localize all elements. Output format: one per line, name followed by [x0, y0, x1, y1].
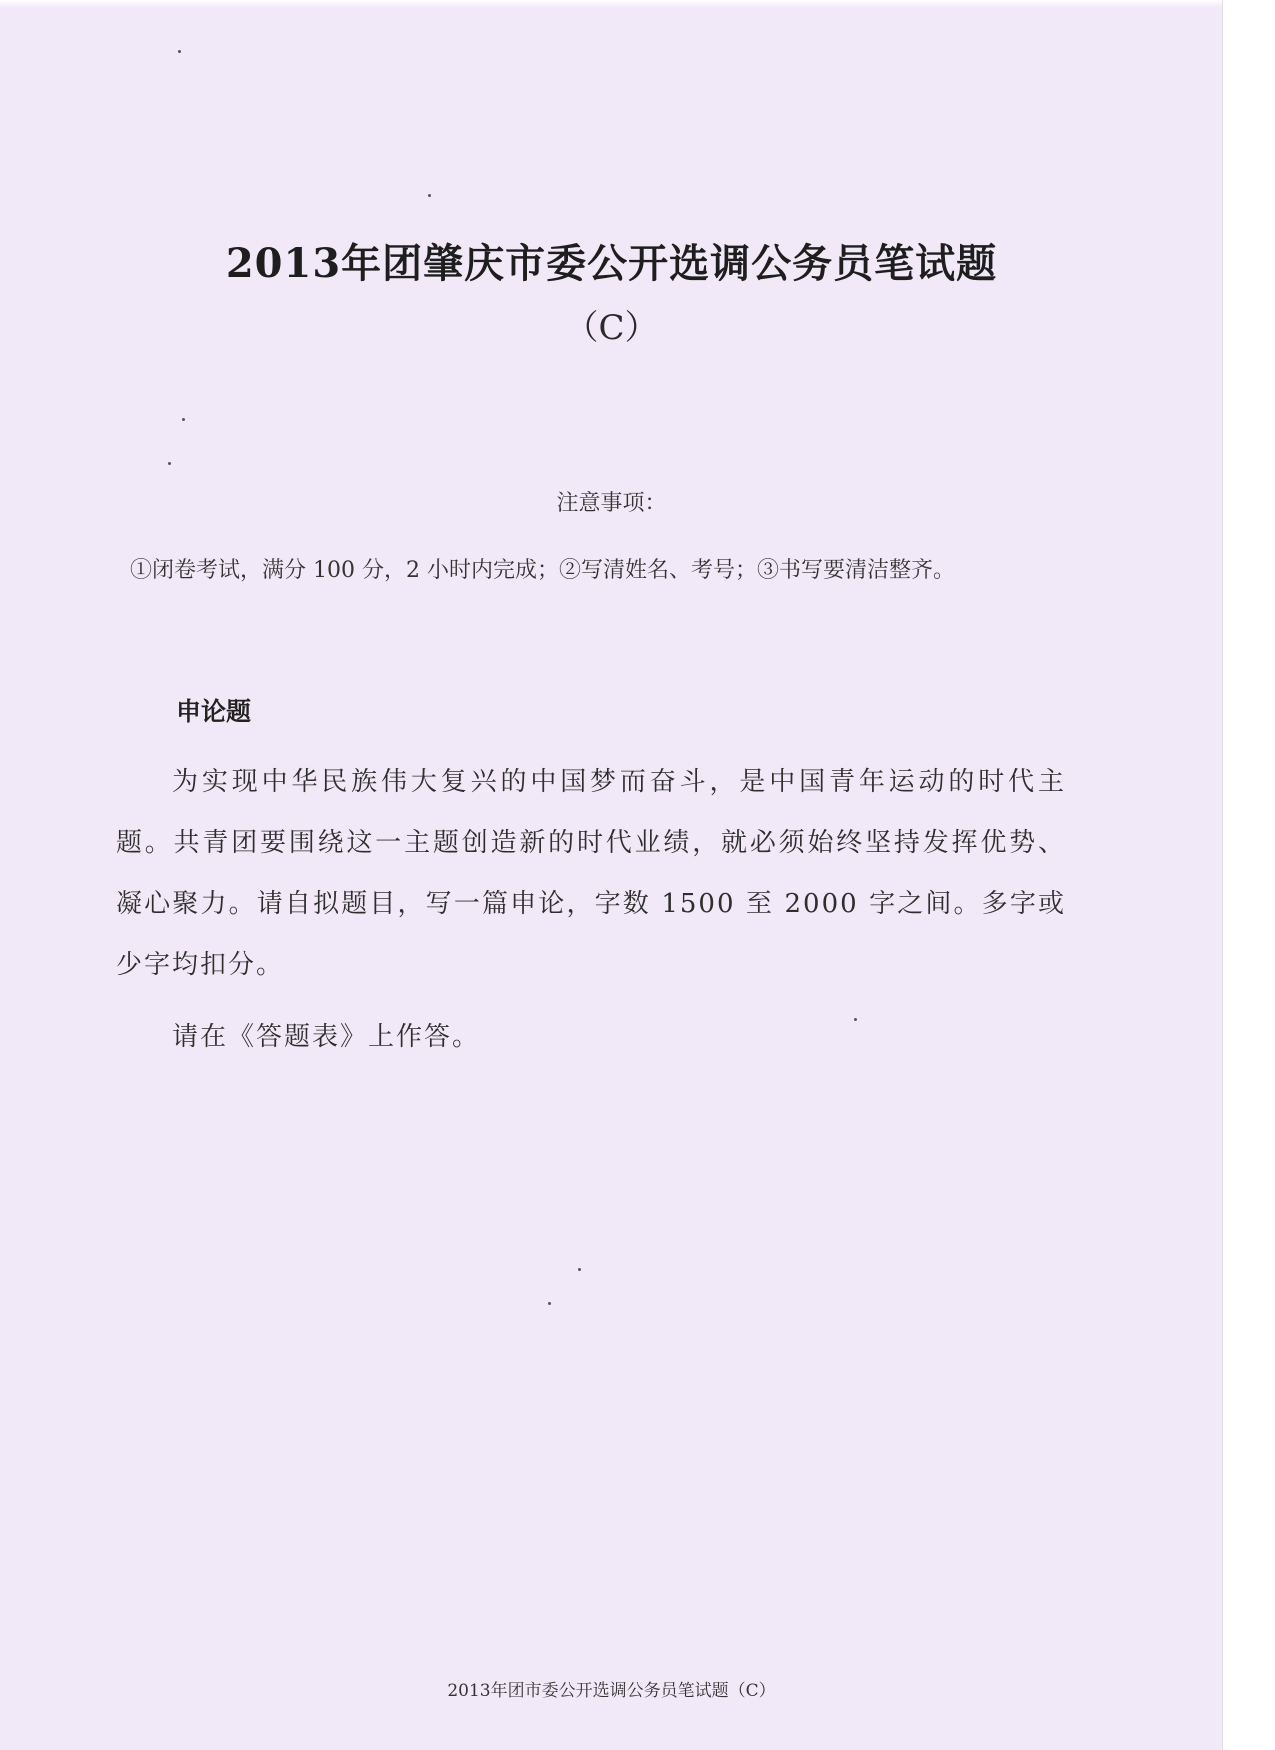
scan-speck: [168, 462, 171, 465]
scan-speck: [578, 1268, 581, 1271]
notice-body: ①闭卷考试，满分 100 分，2 小时内完成；②写清姓名、考号；③书写要清洁整齐。: [130, 558, 955, 583]
exam-subtitle: （C）: [564, 308, 659, 348]
section-title: 申论题: [176, 697, 252, 726]
page-right-edge: [1222, 0, 1275, 1750]
notice-heading: 注意事项：: [556, 491, 667, 516]
answer-instruction: 请在《答题表》上作答。: [172, 1022, 481, 1052]
exam-title: 2013年团肇庆市委公开选调公务员笔试题: [225, 240, 998, 287]
page-footer: 2013年团市委公开选调公务员笔试题（C）: [447, 1681, 776, 1701]
scan-speck: [548, 1302, 551, 1305]
scan-speck: [428, 194, 431, 197]
essay-prompt: 为实现中华民族伟大复兴的中国梦而奋斗，是中国青年运动的时代主题。共青团要围绕这一主题创造新的时代业绩，就必须始终坚持发挥优势、凝心聚力。请自拟题目，写一篇申论，字数 1500 至 2000 字之间。多字或少字均扣分。: [116, 767, 1066, 980]
page-top-edge: [0, 0, 1223, 8]
scan-speck: [182, 418, 185, 421]
scan-speck: [854, 1018, 857, 1021]
scan-speck: [178, 50, 181, 53]
